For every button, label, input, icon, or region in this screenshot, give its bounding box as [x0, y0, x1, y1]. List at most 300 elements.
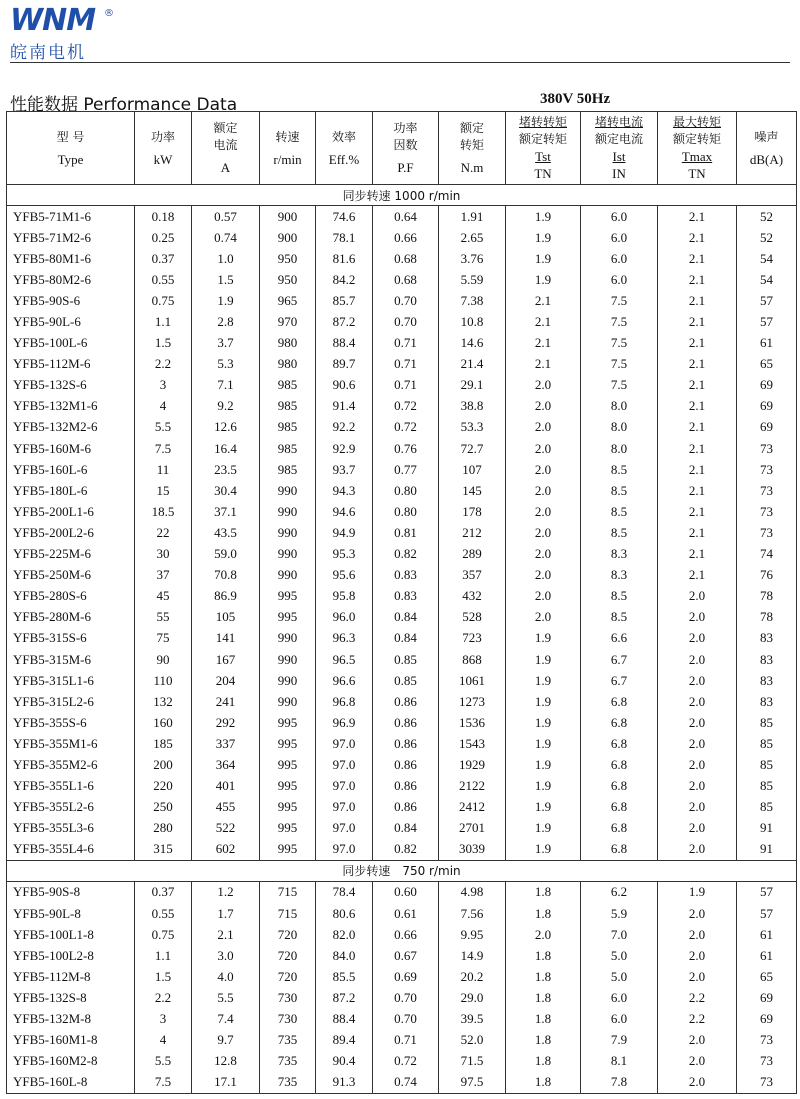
value-cell: 2.0	[506, 375, 581, 396]
value-cell: 7.5	[581, 311, 658, 332]
value-cell: 0.86	[373, 733, 439, 754]
model-cell: YFB5-80M2-6	[7, 269, 135, 290]
value-cell: 1.9	[506, 649, 581, 670]
model-cell: YFB5-160M-6	[7, 438, 135, 459]
value-cell: 1.91	[439, 206, 506, 228]
value-cell: 54	[737, 248, 797, 269]
col-torque: 额定 转矩 N.m	[439, 112, 506, 185]
value-cell: 720	[260, 945, 316, 966]
model-cell: YFB5-280M-6	[7, 607, 135, 628]
table-row	[7, 1008, 797, 1029]
model-cell: YFB5-100L2-8	[7, 945, 135, 966]
value-cell: 7.38	[439, 290, 506, 311]
col-tst-ratio: 堵转转矩 额定转矩 Tst TN	[506, 112, 581, 185]
col-noise: 噪声 dB(A)	[737, 112, 797, 185]
col-type: 型 号 Type	[7, 112, 135, 185]
value-cell: 78	[737, 607, 797, 628]
value-cell: 167	[192, 649, 260, 670]
value-cell: 6.8	[581, 776, 658, 797]
value-cell: 87.2	[316, 987, 373, 1008]
value-cell: 0.86	[373, 754, 439, 775]
model-cell: YFB5-71M1-6	[7, 206, 135, 228]
model-cell: YFB5-71M2-6	[7, 227, 135, 248]
value-cell: 97.0	[316, 818, 373, 839]
value-cell: 0.72	[373, 1051, 439, 1072]
value-cell: 89.7	[316, 354, 373, 375]
value-cell: 2.1	[658, 396, 737, 417]
model-cell: YFB5-100L1-8	[7, 924, 135, 945]
value-cell: 1061	[439, 670, 506, 691]
model-cell: YFB5-355L1-6	[7, 776, 135, 797]
value-cell: 0.71	[373, 333, 439, 354]
table-row	[7, 438, 797, 459]
value-cell: 69	[737, 1008, 797, 1029]
value-cell: 6.0	[581, 269, 658, 290]
value-cell: 65	[737, 966, 797, 987]
value-cell: 145	[439, 480, 506, 501]
value-cell: 7.0	[581, 924, 658, 945]
value-cell: 0.25	[135, 227, 192, 248]
value-cell: 6.0	[581, 227, 658, 248]
value-cell: 0.18	[135, 206, 192, 228]
value-cell: 995	[260, 586, 316, 607]
value-cell: 92.9	[316, 438, 373, 459]
value-cell: 2.0	[658, 945, 737, 966]
value-cell: 7.1	[192, 375, 260, 396]
value-cell: 6.7	[581, 649, 658, 670]
value-cell: 61	[737, 924, 797, 945]
value-cell: 54	[737, 269, 797, 290]
value-cell: 985	[260, 396, 316, 417]
value-cell: 85	[737, 776, 797, 797]
value-cell: 2.2	[658, 1008, 737, 1029]
value-cell: 0.82	[373, 544, 439, 565]
value-cell: 1.8	[506, 1072, 581, 1094]
model-cell: YFB5-315L2-6	[7, 691, 135, 712]
table-row	[7, 227, 797, 248]
value-cell: 97.0	[316, 754, 373, 775]
value-cell: 95.8	[316, 586, 373, 607]
value-cell: 94.3	[316, 480, 373, 501]
table-row	[7, 881, 797, 903]
value-cell: 2.1	[658, 311, 737, 332]
value-cell: 4	[135, 1030, 192, 1051]
value-cell: 0.70	[373, 987, 439, 1008]
value-cell: 141	[192, 628, 260, 649]
value-cell: 1.8	[506, 966, 581, 987]
value-cell: 90.4	[316, 1051, 373, 1072]
value-cell: 9.2	[192, 396, 260, 417]
value-cell: 250	[135, 797, 192, 818]
model-cell: YFB5-160M2-8	[7, 1051, 135, 1072]
value-cell: 12.6	[192, 417, 260, 438]
value-cell: 81.6	[316, 248, 373, 269]
value-cell: 84.2	[316, 269, 373, 290]
value-cell: 2.0	[506, 522, 581, 543]
value-cell: 1.9	[506, 818, 581, 839]
value-cell: 0.76	[373, 438, 439, 459]
value-cell: 97.0	[316, 776, 373, 797]
value-cell: 2.0	[658, 818, 737, 839]
value-cell: 96.0	[316, 607, 373, 628]
value-cell: 2.0	[658, 649, 737, 670]
value-cell: 95.6	[316, 565, 373, 586]
table-row	[7, 691, 797, 712]
value-cell: 132	[135, 691, 192, 712]
value-cell: 522	[192, 818, 260, 839]
value-cell: 2.0	[506, 396, 581, 417]
model-cell: YFB5-90L-8	[7, 903, 135, 924]
table-row	[7, 712, 797, 733]
value-cell: 8.3	[581, 565, 658, 586]
value-cell: 85	[737, 797, 797, 818]
value-cell: 23.5	[192, 459, 260, 480]
value-cell: 2.0	[658, 903, 737, 924]
value-cell: 2.0	[658, 670, 737, 691]
model-cell: YFB5-200L1-6	[7, 501, 135, 522]
value-cell: 72.7	[439, 438, 506, 459]
value-cell: 85.5	[316, 966, 373, 987]
value-cell: 0.86	[373, 797, 439, 818]
value-cell: 29.1	[439, 375, 506, 396]
value-cell: 965	[260, 290, 316, 311]
value-cell: 2.1	[506, 290, 581, 311]
value-cell: 2.0	[658, 966, 737, 987]
value-cell: 110	[135, 670, 192, 691]
table-row	[7, 1072, 797, 1094]
value-cell: 52	[737, 227, 797, 248]
model-cell: YFB5-160M1-8	[7, 1030, 135, 1051]
value-cell: 2.1	[658, 565, 737, 586]
value-cell: 85.7	[316, 290, 373, 311]
value-cell: 86.9	[192, 586, 260, 607]
model-cell: YFB5-112M-6	[7, 354, 135, 375]
value-cell: 2.1	[658, 438, 737, 459]
value-cell: 2.0	[658, 586, 737, 607]
company-name: 皖南电机	[10, 43, 86, 63]
value-cell: 9.7	[192, 1030, 260, 1051]
value-cell: 96.3	[316, 628, 373, 649]
value-cell: 57	[737, 290, 797, 311]
value-cell: 57	[737, 881, 797, 903]
value-cell: 2.1	[658, 290, 737, 311]
value-cell: 900	[260, 227, 316, 248]
value-cell: 0.75	[135, 924, 192, 945]
value-cell: 2.0	[506, 438, 581, 459]
value-cell: 0.74	[192, 227, 260, 248]
value-cell: 1.8	[506, 1030, 581, 1051]
table-row	[7, 459, 797, 480]
value-cell: 88.4	[316, 333, 373, 354]
value-cell: 280	[135, 818, 192, 839]
value-cell: 2.0	[506, 565, 581, 586]
value-cell: 2.0	[658, 712, 737, 733]
value-cell: 97.0	[316, 797, 373, 818]
value-cell: 73	[737, 1051, 797, 1072]
table-row	[7, 544, 797, 565]
value-cell: 1.9	[658, 881, 737, 903]
value-cell: 69	[737, 417, 797, 438]
value-cell: 6.7	[581, 670, 658, 691]
value-cell: 4	[135, 396, 192, 417]
value-cell: 1.9	[506, 712, 581, 733]
value-cell: 2.0	[658, 797, 737, 818]
value-cell: 995	[260, 733, 316, 754]
value-cell: 185	[135, 733, 192, 754]
table-row	[7, 797, 797, 818]
model-cell: YFB5-160L-8	[7, 1072, 135, 1094]
value-cell: 337	[192, 733, 260, 754]
value-cell: 990	[260, 670, 316, 691]
value-cell: 2.0	[658, 607, 737, 628]
value-cell: 715	[260, 903, 316, 924]
model-cell: YFB5-100L-6	[7, 333, 135, 354]
value-cell: 990	[260, 649, 316, 670]
value-cell: 21.4	[439, 354, 506, 375]
value-cell: 85	[737, 733, 797, 754]
value-cell: 8.5	[581, 586, 658, 607]
model-cell: YFB5-315L1-6	[7, 670, 135, 691]
value-cell: 8.0	[581, 396, 658, 417]
value-cell: 1.9	[506, 670, 581, 691]
value-cell: 160	[135, 712, 192, 733]
value-cell: 6.0	[581, 248, 658, 269]
value-cell: 2.8	[192, 311, 260, 332]
value-cell: 995	[260, 607, 316, 628]
value-cell: 85	[737, 712, 797, 733]
value-cell: 7.5	[135, 1072, 192, 1094]
value-cell: 0.85	[373, 649, 439, 670]
value-cell: 6.8	[581, 839, 658, 861]
value-cell: 83	[737, 649, 797, 670]
value-cell: 2.1	[658, 501, 737, 522]
model-cell: YFB5-355M1-6	[7, 733, 135, 754]
value-cell: 8.5	[581, 522, 658, 543]
value-cell: 2.2	[135, 354, 192, 375]
value-cell: 93.7	[316, 459, 373, 480]
model-cell: YFB5-355M2-6	[7, 754, 135, 775]
value-cell: 2.0	[658, 754, 737, 775]
value-cell: 0.37	[135, 248, 192, 269]
value-cell: 37	[135, 565, 192, 586]
table-row	[7, 269, 797, 290]
value-cell: 1.9	[506, 628, 581, 649]
value-cell: 18.5	[135, 501, 192, 522]
value-cell: 52.0	[439, 1030, 506, 1051]
value-cell: 0.37	[135, 881, 192, 903]
value-cell: 69	[737, 375, 797, 396]
value-cell: 2.1	[658, 248, 737, 269]
value-cell: 1.9	[506, 227, 581, 248]
value-cell: 0.71	[373, 375, 439, 396]
table-row	[7, 396, 797, 417]
value-cell: 8.1	[581, 1051, 658, 1072]
value-cell: 53.3	[439, 417, 506, 438]
value-cell: 2.0	[658, 1051, 737, 1072]
value-cell: 602	[192, 839, 260, 861]
value-cell: 2.0	[506, 417, 581, 438]
value-cell: 83	[737, 670, 797, 691]
value-cell: 1.9	[506, 839, 581, 861]
value-cell: 1.0	[192, 248, 260, 269]
value-cell: 91	[737, 839, 797, 861]
value-cell: 73	[737, 501, 797, 522]
value-cell: 20.2	[439, 966, 506, 987]
value-cell: 0.71	[373, 1030, 439, 1051]
value-cell: 38.8	[439, 396, 506, 417]
value-cell: 55	[135, 607, 192, 628]
table-row	[7, 733, 797, 754]
value-cell: 995	[260, 776, 316, 797]
value-cell: 3.7	[192, 333, 260, 354]
table-row	[7, 248, 797, 269]
value-cell: 1.9	[506, 797, 581, 818]
table-row	[7, 501, 797, 522]
value-cell: 357	[439, 565, 506, 586]
table-row	[7, 311, 797, 332]
value-cell: 0.80	[373, 501, 439, 522]
table-row	[7, 670, 797, 691]
table-row	[7, 354, 797, 375]
value-cell: 455	[192, 797, 260, 818]
value-cell: 91.3	[316, 1072, 373, 1094]
value-cell: 43.5	[192, 522, 260, 543]
value-cell: 715	[260, 881, 316, 903]
value-cell: 1.8	[506, 945, 581, 966]
value-cell: 2.0	[506, 607, 581, 628]
value-cell: 980	[260, 333, 316, 354]
value-cell: 3.0	[192, 945, 260, 966]
table-row	[7, 206, 797, 228]
value-cell: 2.1	[658, 417, 737, 438]
value-cell: 1929	[439, 754, 506, 775]
value-cell: 82.0	[316, 924, 373, 945]
value-cell: 6.8	[581, 754, 658, 775]
model-cell: YFB5-90S-8	[7, 881, 135, 903]
value-cell: 0.55	[135, 903, 192, 924]
value-cell: 8.5	[581, 459, 658, 480]
value-cell: 0.61	[373, 903, 439, 924]
value-cell: 22	[135, 522, 192, 543]
value-cell: 1.7	[192, 903, 260, 924]
value-cell: 1.9	[192, 290, 260, 311]
value-cell: 720	[260, 966, 316, 987]
value-cell: 1.5	[135, 966, 192, 987]
value-cell: 5.0	[581, 945, 658, 966]
table-row	[7, 480, 797, 501]
value-cell: 1.5	[192, 269, 260, 290]
value-cell: 83	[737, 691, 797, 712]
value-cell: 2.0	[506, 586, 581, 607]
value-cell: 70.8	[192, 565, 260, 586]
value-cell: 59.0	[192, 544, 260, 565]
value-cell: 9.95	[439, 924, 506, 945]
value-cell: 8.5	[581, 480, 658, 501]
model-cell: YFB5-225M-6	[7, 544, 135, 565]
section-label: 同步转速 1000 r/min	[7, 185, 797, 206]
value-cell: 0.86	[373, 712, 439, 733]
value-cell: 364	[192, 754, 260, 775]
value-cell: 528	[439, 607, 506, 628]
col-power: 功率 kW	[135, 112, 192, 185]
value-cell: 57	[737, 903, 797, 924]
model-cell: YFB5-90L-6	[7, 311, 135, 332]
value-cell: 89.4	[316, 1030, 373, 1051]
table-row	[7, 1051, 797, 1072]
value-cell: 5.5	[135, 1051, 192, 1072]
value-cell: 1.9	[506, 691, 581, 712]
value-cell: 292	[192, 712, 260, 733]
value-cell: 1.9	[506, 776, 581, 797]
value-cell: 868	[439, 649, 506, 670]
col-speed: 转速 r/min	[260, 112, 316, 185]
value-cell: 1273	[439, 691, 506, 712]
table-row	[7, 565, 797, 586]
model-cell: YFB5-132S-6	[7, 375, 135, 396]
value-cell: 2.1	[658, 227, 737, 248]
value-cell: 17.1	[192, 1072, 260, 1094]
value-cell: 96.6	[316, 670, 373, 691]
value-cell: 950	[260, 269, 316, 290]
value-cell: 6.2	[581, 881, 658, 903]
model-cell: YFB5-355L4-6	[7, 839, 135, 861]
value-cell: 1.9	[506, 206, 581, 228]
value-cell: 7.9	[581, 1030, 658, 1051]
value-cell: 107	[439, 459, 506, 480]
value-cell: 0.80	[373, 480, 439, 501]
value-cell: 0.66	[373, 227, 439, 248]
value-cell: 995	[260, 818, 316, 839]
value-cell: 204	[192, 670, 260, 691]
value-cell: 0.60	[373, 881, 439, 903]
value-cell: 8.5	[581, 501, 658, 522]
value-cell: 3039	[439, 839, 506, 861]
model-cell: YFB5-90S-6	[7, 290, 135, 311]
value-cell: 990	[260, 691, 316, 712]
header-divider	[10, 62, 790, 63]
value-cell: 7.4	[192, 1008, 260, 1029]
value-cell: 735	[260, 1030, 316, 1051]
value-cell: 15	[135, 480, 192, 501]
value-cell: 69	[737, 396, 797, 417]
value-cell: 4.0	[192, 966, 260, 987]
value-cell: 0.67	[373, 945, 439, 966]
value-cell: 2.0	[506, 924, 581, 945]
value-cell: 14.6	[439, 333, 506, 354]
value-cell: 3	[135, 1008, 192, 1029]
value-cell: 0.68	[373, 269, 439, 290]
value-cell: 73	[737, 522, 797, 543]
table-row	[7, 375, 797, 396]
value-cell: 1.2	[192, 881, 260, 903]
value-cell: 720	[260, 924, 316, 945]
value-cell: 220	[135, 776, 192, 797]
value-cell: 990	[260, 544, 316, 565]
value-cell: 2701	[439, 818, 506, 839]
value-cell: 30	[135, 544, 192, 565]
value-cell: 289	[439, 544, 506, 565]
model-cell: YFB5-200L2-6	[7, 522, 135, 543]
value-cell: 7.56	[439, 903, 506, 924]
value-cell: 74	[737, 544, 797, 565]
table-row	[7, 945, 797, 966]
value-cell: 985	[260, 417, 316, 438]
value-cell: 61	[737, 333, 797, 354]
value-cell: 78.1	[316, 227, 373, 248]
value-cell: 995	[260, 712, 316, 733]
performance-table	[6, 111, 797, 1094]
page-title: 性能数据 Performance Data	[10, 95, 238, 115]
